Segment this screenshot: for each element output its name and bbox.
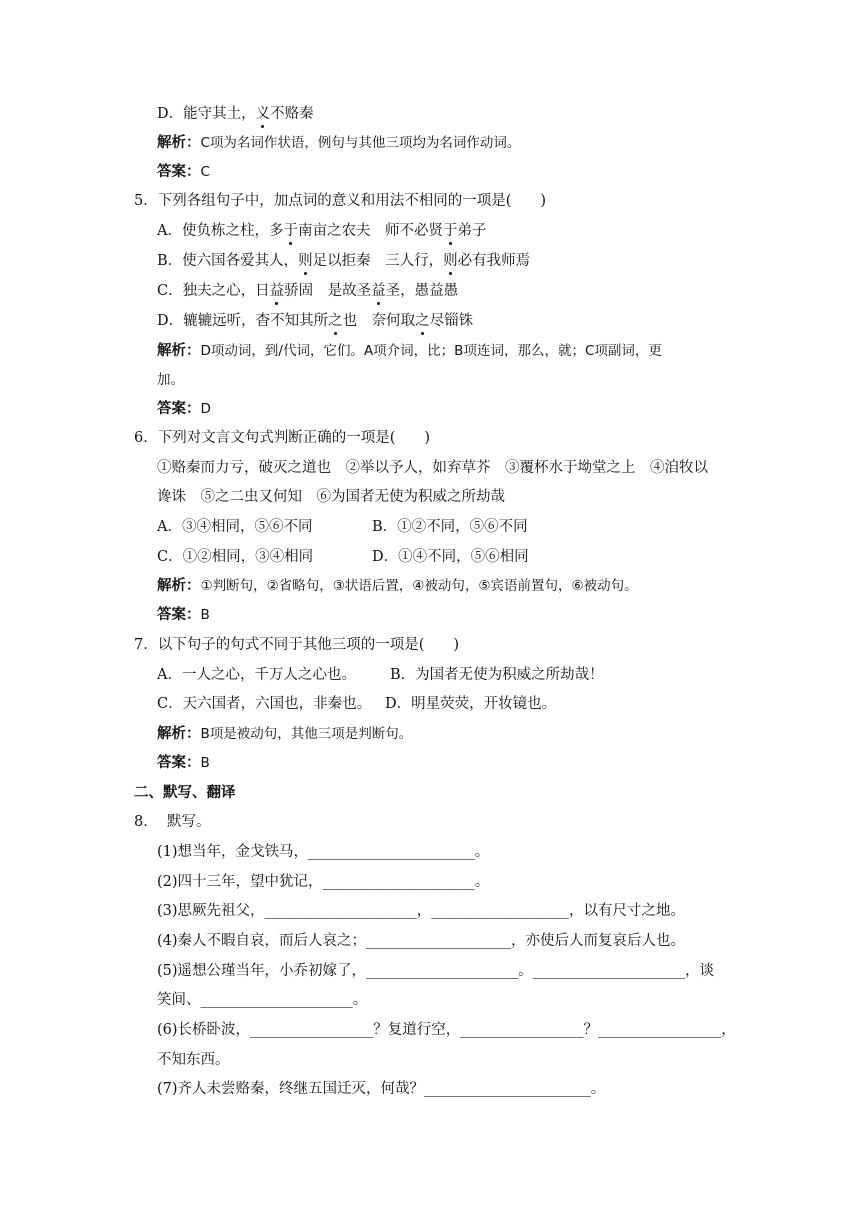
q4-option-d: [157, 104, 314, 124]
answer-text: B: [200, 755, 210, 771]
analysis-text: ①判断句，②省略句，③状语后置，④被动句，⑤宾语前置句，⑥被动句。: [200, 578, 638, 594]
option-text: B．使六国各爱其人，: [157, 253, 299, 269]
q6-option-a: A．③④相同，⑤⑥不同: [157, 519, 313, 535]
q5-option-c: [157, 281, 458, 301]
q8-line-6: (6)长桥卧波，_________________？复道行空，_________________？_________________，: [157, 1022, 736, 1038]
q5-option-b: [157, 251, 530, 271]
q8-line-1: (1)想当年，金戈铁马，_______________________。: [157, 844, 490, 860]
option-text: 足以拒秦 三人行，: [312, 253, 444, 269]
q6-stem: 6．下列对文言文句式判断正确的一项是( ): [134, 430, 431, 446]
q5-analysis-cont: 加。: [157, 372, 184, 388]
answer-text: D: [200, 401, 211, 417]
analysis-label: 解析：: [157, 726, 201, 742]
option-text: 圣，愚益愚: [385, 283, 459, 299]
option-text: A．使负栋之柱，多: [157, 223, 284, 239]
option-text: 骄固 是故圣: [284, 283, 372, 299]
q8-line-5-cont: 笑间、_____________________。: [157, 992, 368, 1008]
analysis-text: B项是被动句，其他三项是判断句。: [200, 726, 413, 742]
answer-text: C: [200, 164, 210, 180]
option-text: D．辘辘远听，杳不知其所: [157, 313, 329, 329]
answer-label: 答案：: [157, 164, 201, 180]
q5-option-a: [157, 221, 486, 241]
q7-option-b: B．为国者无使为积威之所劫哉！: [390, 667, 604, 683]
q7-answer: [157, 753, 210, 773]
q8-line-7: (7)齐人未尝赂秦，终继五国迁灭，何哉？_______________________。: [157, 1081, 606, 1097]
q8-line-4: (4)秦人不暇自哀，而后人哀之；____________________，亦使后人而复哀后人也。: [157, 933, 686, 949]
option-text: 南亩之农夫 师不必贤: [297, 223, 443, 239]
q6-option-c: C．①②相同，③④相同: [157, 549, 314, 565]
analysis-label: 解析：: [157, 578, 201, 594]
analysis-text: C项为名词作状语，例句与其他三项均为名词作动词。: [200, 135, 521, 151]
answer-label: 答案：: [157, 755, 201, 771]
analysis-text: D项动词，到/代词，它们。A项介词，比；B项连词，那么，就；C项副词，更: [200, 343, 662, 359]
dotted-char: 益: [269, 283, 285, 299]
dotted-char: 之: [415, 313, 430, 329]
dotted-char: 益: [371, 283, 386, 299]
q6-items-cont: 谗诛 ⑤之二虫又何知 ⑥为国者无使为积威之所劫哉: [157, 489, 505, 505]
q7-option-d: D．明星荧荧，开妆镜也。: [385, 696, 557, 712]
dotted-char: 于: [442, 223, 458, 239]
option-text: 弟子: [457, 223, 487, 239]
q7-option-c: C．天六国者，六国也，非秦也。: [157, 696, 372, 712]
dotted-char: 则: [298, 253, 313, 269]
q8-line-3: (3)思厥先祖父，_____________________，___________________，以有尺寸之地。: [157, 903, 686, 919]
q8-line-5: (5)遥想公瑾当年，小乔初嫁了，_____________________。_____________________，谈: [157, 963, 715, 979]
q5-stem: 5．下列各组句子中，加点词的意义和用法不相同的一项是( ): [134, 193, 547, 209]
q4-option-d-text-end: 不赂秦: [270, 106, 314, 122]
q8-line-6-cont: 不知东西。: [157, 1052, 230, 1068]
q7-option-a: A．一人之心，千万人之心也。: [157, 667, 356, 683]
q4-option-d-text: D．能守其土，: [157, 106, 256, 122]
q6-items: ①赂秦而力亏，破灭之道也 ②举以予人，如弃草芥 ③覆杯水于坳堂之上 ④洎牧以: [157, 460, 708, 476]
q7-stem: 7．以下句子的句式不同于其他三项的一项是( ): [134, 637, 460, 653]
answer-label: 答案：: [157, 401, 201, 417]
analysis-label: 解析：: [157, 135, 201, 151]
dotted-char: 义: [255, 106, 271, 122]
q6-answer: [157, 605, 210, 625]
q5-analysis: [157, 341, 662, 361]
q6-option-b: B．①②不同，⑤⑥不同: [372, 519, 528, 535]
dotted-char: 于: [283, 223, 298, 239]
q6-analysis: [157, 576, 638, 596]
answer-label: 答案：: [157, 607, 201, 623]
q8-line-2: (2)四十三年，望中犹记，_____________________。: [157, 874, 490, 890]
q4-answer: [157, 162, 210, 182]
option-text: 必有我师焉: [457, 253, 531, 269]
section-heading: 二、默写、翻译: [134, 785, 236, 801]
q8-stem: 8． 默写。: [134, 814, 211, 830]
q7-analysis: [157, 724, 412, 744]
option-text: C．独夫之心，日: [157, 283, 270, 299]
q5-answer: [157, 399, 211, 419]
dotted-char: 则: [443, 253, 458, 269]
q4-analysis: [157, 133, 520, 153]
analysis-label: 解析：: [157, 343, 201, 359]
answer-text: B: [200, 607, 210, 623]
option-text: 也 奈何取: [342, 313, 416, 329]
option-text: 尽锱铢: [429, 313, 474, 329]
dotted-char: 之: [328, 313, 343, 329]
q6-option-d: D．①④不同，⑤⑥相同: [372, 549, 529, 565]
q5-option-d: [157, 311, 473, 331]
